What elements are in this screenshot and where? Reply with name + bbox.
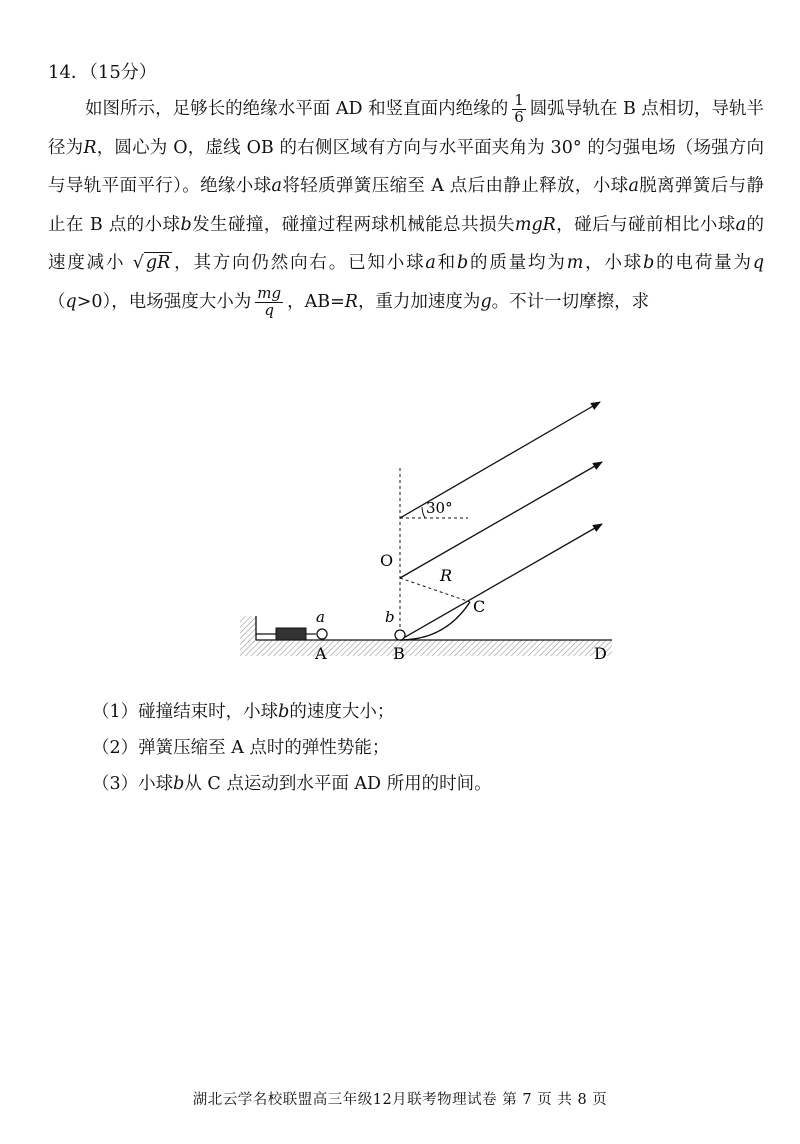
subquestion-3	[92, 770, 492, 795]
field-line-arrow-3	[400, 524, 602, 640]
sub-text: 的速度大小；	[289, 702, 395, 722]
fraction-one-sixth	[512, 93, 526, 126]
var-a: a	[735, 214, 747, 235]
sqrt-radicand: gR	[145, 253, 171, 273]
stem-text: 的速度减小	[48, 214, 765, 273]
label-R: R	[440, 566, 453, 585]
var-m: m	[566, 253, 584, 273]
stem-text: 将轻质弹簧压缩至 A 点后由静止释放，小球	[281, 176, 629, 196]
stem-text: 如图所示，足够长的绝缘水平面 AD 和竖直面内绝缘的	[85, 99, 509, 119]
stem-text: 和	[435, 253, 458, 273]
sub-text: （3）小球	[92, 774, 174, 794]
stem-text: 的电荷量为	[654, 253, 753, 273]
fraction-numerator: 1	[514, 91, 524, 110]
angle-label: 30°	[426, 499, 453, 517]
stem-text: 圆弧导轨在 B 点相切，导轨半径为	[48, 99, 764, 158]
var-b: b	[457, 253, 469, 273]
stem-text: >0），电场强度大小为	[76, 291, 252, 312]
label-D: D	[594, 644, 607, 663]
label-B: B	[393, 644, 405, 663]
stem-text: 脱离弹簧后与静止在 B 点的小球	[48, 176, 765, 235]
sub-text: 从 C 点运动到水平面 AD 所用的时间。	[184, 774, 492, 794]
var-q: q	[65, 291, 77, 312]
label-C: C	[473, 597, 486, 616]
sqrt-expression: √ gR	[132, 253, 171, 273]
diagram-svg	[230, 388, 630, 668]
sub-text: （1）碰撞结束时，小球	[92, 702, 279, 722]
question-number: 14．（15分）	[48, 62, 157, 83]
var-b: b	[643, 253, 655, 273]
stem-text: 的质量均为	[468, 253, 567, 273]
fraction-denominator: 6	[514, 108, 524, 126]
stem-text: ，碰后与碰前相比小球	[555, 214, 736, 235]
angle-arc	[422, 507, 425, 518]
var-b: b	[278, 702, 290, 722]
physics-diagram	[230, 388, 630, 668]
spring-icon	[256, 628, 316, 640]
stem-text: ，圆心为 O，虚线 OB 的右侧区域有方向与水平面夹角为 30° 的匀强电场（场强方向与导轨平面平行）。绝缘小球	[48, 137, 764, 196]
ball-b	[395, 630, 405, 640]
fraction-numerator: mg	[257, 283, 282, 302]
subquestion-2: （2）弹簧压缩至 A 点时的弹性势能；	[92, 738, 390, 758]
stem-text: ，重力加速度为	[357, 291, 481, 312]
fraction-denominator: q	[264, 300, 274, 319]
label-a: a	[316, 608, 325, 626]
stem-text: ，AB=	[287, 291, 345, 312]
var-R: R	[83, 137, 97, 158]
wall-hatching	[240, 616, 256, 642]
var-a: a	[628, 176, 639, 196]
ball-a	[317, 629, 327, 639]
page-footer: 湖北云学名校联盟高三年级12月联考物理试卷 第 7 页 共 8 页	[192, 1092, 608, 1108]
var-a: a	[425, 253, 436, 273]
label-b: b	[385, 608, 395, 626]
stem-text: ，其方向仍然向右。已知小球	[172, 253, 426, 273]
question-stem	[48, 90, 764, 321]
ground-hatching	[240, 640, 612, 656]
fraction-mg-over-q	[255, 283, 283, 319]
stem-text: ，小球	[583, 253, 644, 273]
stem-text: （	[48, 291, 66, 312]
expr-mgR: mgR	[514, 214, 556, 235]
var-b: b	[173, 774, 185, 794]
var-R: R	[344, 291, 358, 312]
stem-text: 。不计一切摩擦，求	[491, 291, 650, 312]
field-line-arrow-2	[400, 462, 602, 578]
var-b: b	[180, 214, 192, 235]
subquestion-1	[92, 698, 394, 723]
label-O: O	[380, 551, 394, 570]
stem-text: 发生碰撞，碰撞过程两球机械能总共损失	[191, 214, 515, 235]
label-A: A	[315, 644, 327, 663]
radius-OC-dashed	[400, 578, 470, 602]
var-a: a	[271, 176, 282, 196]
var-q: q	[752, 253, 765, 273]
var-g: g	[480, 291, 492, 312]
